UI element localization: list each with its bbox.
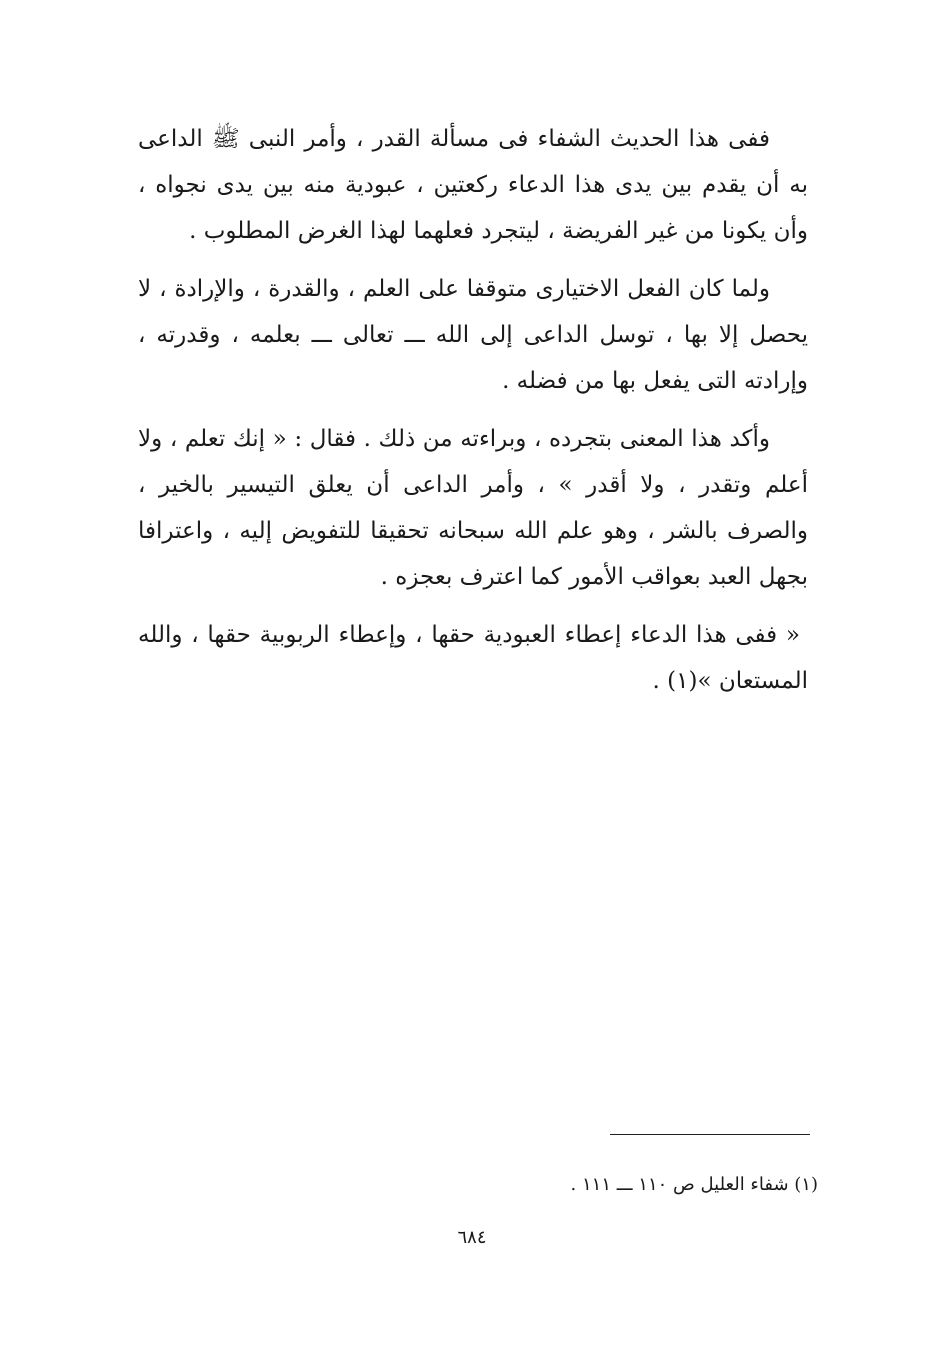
page-number: ٦٨٤ (457, 1227, 487, 1248)
footnote: (١) شفاء العليل ص ١١٠ ـــ ١١١ . (570, 1174, 818, 1195)
paragraph-2: ولما كان الفعل الاختيارى متوقفا على العلم ، والقدرة ، والإرادة ، لا يحصل إلا بها ، توسل الداعى إلى الله ـــ تعالى ـــ بعلمه ، وقدرته ، وإرادته التى يفعل بها من فضله . (138, 276, 808, 394)
paragraph-1: ففى هذا الحديث الشفاء فى مسألة القدر ، وأمر النبى ﷺ الداعى به أن يقدم بين يدى هذا الدعاء ركعتين ، عبودية منه بين يدى نجواه ، وأن يكونا من غير الفريضة ، ليتجرد فعلهما لهذا الغرض المطلوب . (138, 126, 808, 244)
paragraph-3: وأكد هذا المعنى بتجرده ، وبراءته من ذلك . فقال : « إنك تعلم ، ولا أعلم وتقدر ، ولا أقدر » ، وأمر الداعى أن يعلق التيسير بالخير ، والصرف بالشر ، وهو علم الله سبحانه تحقيقا للتفويض إليه ، واعترافا بجهل العبد بعواقب الأمور كما اعترف بعجزه . (138, 426, 808, 590)
main-text (138, 116, 808, 716)
paragraph-4: « ففى هذا الدعاء إعطاء العبودية حقها ، وإعطاء الربوبية حقها ، والله المستعان »(١) . (138, 622, 808, 694)
footnote-separator (610, 1134, 810, 1135)
